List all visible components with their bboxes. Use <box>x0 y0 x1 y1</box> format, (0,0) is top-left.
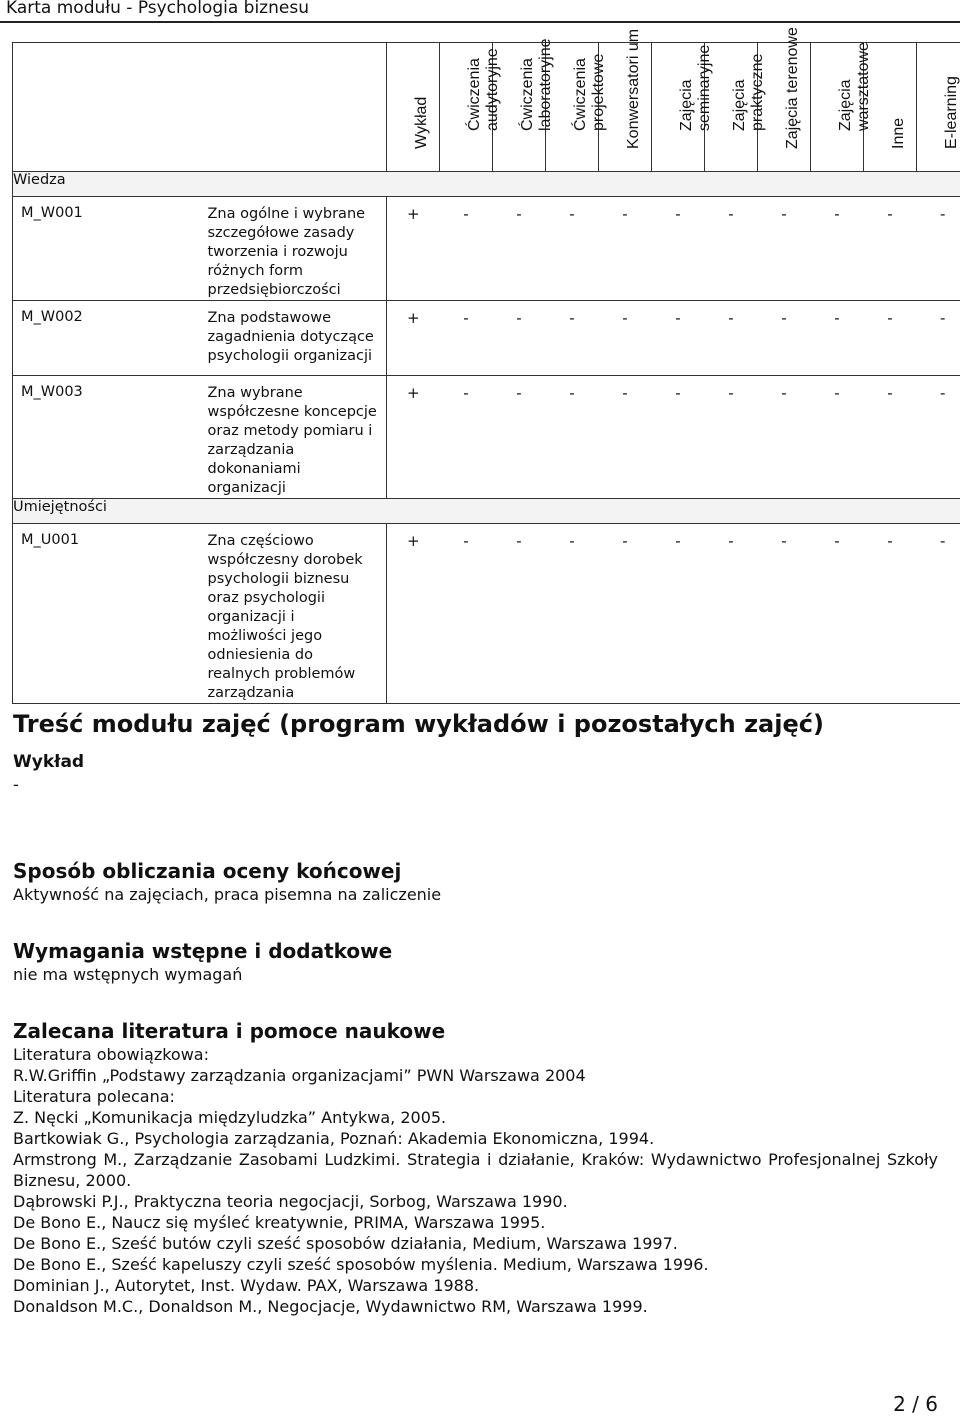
mark-cell: - <box>864 376 917 499</box>
literature-line: Literatura obowiązkowa: <box>13 1045 209 1064</box>
section-row <box>13 499 960 524</box>
column-header: E-learning <box>917 43 960 172</box>
mark-cell: - <box>546 197 599 301</box>
mark-cell: - <box>864 524 917 704</box>
column-header: Zajęcia warsztatowe <box>811 43 864 172</box>
mark-cell: - <box>811 376 864 499</box>
literature-line: De Bono E., Sześć kapeluszy czyli sześć sposobów myślenia. Medium, Warszawa 1996. <box>13 1255 709 1274</box>
mark-cell: - <box>440 301 493 376</box>
column-header: Inne <box>864 43 917 172</box>
mark-cell: - <box>758 301 811 376</box>
lecture-text: - <box>13 775 19 794</box>
outcome-description: Zna częściowo współczesny dorobek psychologii biznesu oraz psychologii organizacji i możliwości jego odniesienia do realnych problemów zarządzania <box>200 524 387 704</box>
mark-cell: - <box>546 524 599 704</box>
section-row <box>13 172 960 197</box>
mark-cell: + <box>387 376 440 499</box>
table-row <box>13 197 960 301</box>
literature-line: Donaldson M.C., Donaldson M., Negocjacje, Wydawnictwo RM, Warszawa 1999. <box>13 1297 648 1316</box>
mark-cell: + <box>387 197 440 301</box>
outcome-code: M_U001 <box>13 524 200 704</box>
table-row <box>13 301 960 376</box>
literature-heading: Zalecana literatura i pomoce naukowe <box>13 1019 446 1043</box>
literature-line: Armstrong M., Zarządzanie Zasobami Ludzkimi. Strategia i działanie, Kraków: Wydawnictwo Profesjonalnej Szkoły Biznesu, 2000. <box>13 1150 938 1190</box>
table-header-row <box>13 43 960 172</box>
mark-cell: - <box>493 376 546 499</box>
outcome-code: M_W002 <box>13 301 200 376</box>
column-header: Konwersatori um <box>599 43 652 172</box>
mark-cell: - <box>705 301 758 376</box>
mark-cell: + <box>387 301 440 376</box>
module-content <box>13 708 938 1317</box>
mark-cell: - <box>917 524 960 704</box>
column-header: Ćwiczenia audytoryjne <box>440 43 493 172</box>
table-corner-cell <box>13 43 387 172</box>
page-number: 2 / 6 <box>893 1392 938 1416</box>
lecture-heading: Wykład <box>13 752 85 772</box>
mark-cell: - <box>917 197 960 301</box>
table-row <box>13 524 960 704</box>
mark-cell: - <box>864 197 917 301</box>
literature-line: Dominian J., Autorytet, Inst. Wydaw. PAX, Warszawa 1988. <box>13 1276 480 1295</box>
mark-cell: - <box>599 524 652 704</box>
outcome-description: Zna ogólne i wybrane szczegółowe zasady tworzenia i rozwoju różnych form przedsiębiorczości <box>200 197 387 301</box>
literature-line: Dąbrowski P.J., Praktyczna teoria negocjacji, Sorbog, Warszawa 1990. <box>13 1192 568 1211</box>
table-row <box>13 376 960 499</box>
mark-cell: - <box>440 197 493 301</box>
document-title: Karta modułu - Psychologia biznesu <box>6 0 309 18</box>
literature-line: De Bono E., Sześć butów czyli sześć sposobów działania, Medium, Warszawa 1997. <box>13 1234 678 1253</box>
mark-cell: - <box>493 524 546 704</box>
mark-cell: - <box>599 301 652 376</box>
mark-cell: - <box>599 197 652 301</box>
mark-cell: - <box>811 524 864 704</box>
section-title: Wiedza <box>13 172 960 197</box>
mark-cell: - <box>758 524 811 704</box>
learning-outcomes-table <box>12 27 960 704</box>
mark-cell: - <box>705 524 758 704</box>
column-header: Ćwiczenia laboratoryjne <box>493 43 546 172</box>
content-heading: Treść modułu zajęć (program wykładów i pozostałych zajęć) <box>13 710 824 738</box>
literature-line: Z. Nęcki „Komunikacja międzyludzka” Antykwa, 2005. <box>13 1108 447 1127</box>
mark-cell: - <box>493 197 546 301</box>
mark-cell: - <box>652 524 705 704</box>
mark-cell: - <box>758 197 811 301</box>
mark-cell: - <box>652 376 705 499</box>
mark-cell: + <box>387 524 440 704</box>
mark-cell: - <box>811 197 864 301</box>
mark-cell: - <box>652 197 705 301</box>
outcome-code: M_W001 <box>13 197 200 301</box>
column-header: Zajęcia praktyczne <box>705 43 758 172</box>
mark-cell: - <box>546 301 599 376</box>
mark-cell: - <box>917 376 960 499</box>
column-header: Zajęcia terenowe <box>758 43 811 172</box>
column-header: Ćwiczenia projektowe <box>546 43 599 172</box>
literature-line: De Bono E., Naucz się myśleć kreatywnie, PRIMA, Warszawa 1995. <box>13 1213 546 1232</box>
mark-cell: - <box>546 376 599 499</box>
mark-cell: - <box>493 301 546 376</box>
literature-line: Literatura polecana: <box>13 1087 175 1106</box>
mark-cell: - <box>917 301 960 376</box>
mark-cell: - <box>864 301 917 376</box>
column-header: Wykład <box>387 43 440 172</box>
literature-line: Bartkowiak G., Psychologia zarządzania, Poznań: Akademia Ekonomiczna, 1994. <box>13 1129 655 1148</box>
mark-cell: - <box>652 301 705 376</box>
outcome-code: M_W003 <box>13 376 200 499</box>
requirements-heading: Wymagania wstępne i dodatkowe <box>13 939 393 963</box>
column-header: Zajęcia seminaryjne <box>652 43 705 172</box>
grading-heading: Sposób obliczania oceny końcowej <box>13 859 402 883</box>
mark-cell: - <box>705 197 758 301</box>
grading-text: Aktywność na zajęciach, praca pisemna na zaliczenie <box>13 885 442 904</box>
mark-cell: - <box>599 376 652 499</box>
outcome-description: Zna podstawowe zagadnienia dotyczące psychologii organizacji <box>200 301 387 376</box>
mark-cell: - <box>758 376 811 499</box>
mark-cell: - <box>705 376 758 499</box>
mark-cell: - <box>811 301 864 376</box>
literature-line: R.W.Griffin „Podstawy zarządzania organizacjami” PWN Warszawa 2004 <box>13 1066 586 1085</box>
mark-cell: - <box>440 524 493 704</box>
outcome-description: Zna wybrane współczesne koncepcje oraz metody pomiaru i zarządzania dokonaniami organizacji <box>200 376 387 499</box>
requirements-text: nie ma wstępnych wymagań <box>13 965 243 984</box>
section-title: Umiejętności <box>13 499 960 524</box>
mark-cell: - <box>440 376 493 499</box>
